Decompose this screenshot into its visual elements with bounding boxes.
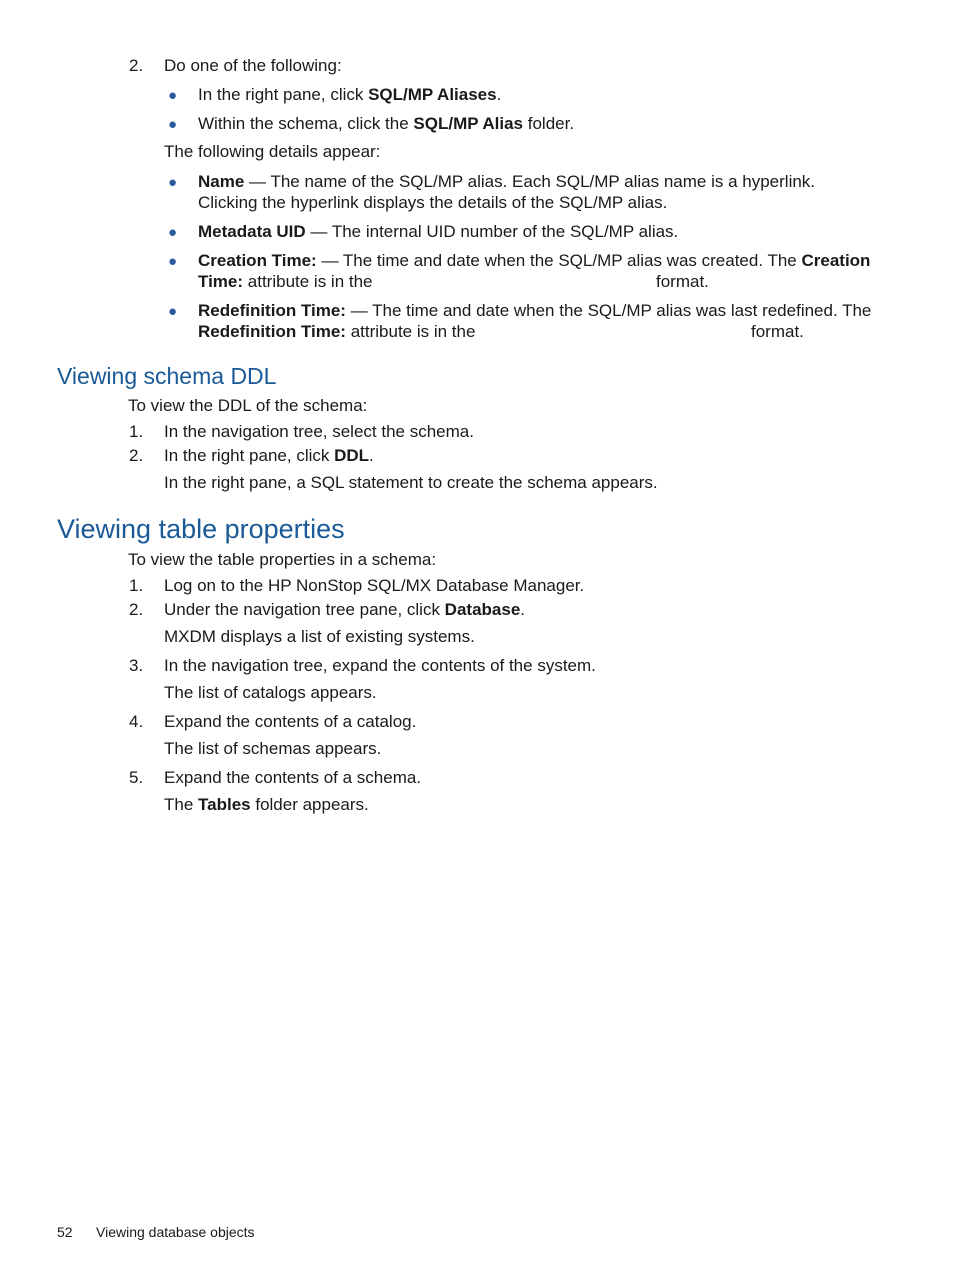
option-item: [198, 113, 574, 134]
step-text: Expand the contents of a schema.: [164, 768, 422, 787]
bullet-icon: ●: [168, 116, 178, 133]
step-result: [164, 794, 369, 815]
option-text: In the right pane, click: [198, 85, 369, 104]
step-number: 1.: [129, 422, 144, 441]
definition: attribute is in the: [243, 272, 373, 291]
step-text-part: .: [369, 446, 374, 465]
definition: — The time and date when the SQL/MP alias was created. The: [316, 251, 802, 270]
section-heading-table-properties: Viewing table properties: [57, 514, 345, 544]
ui-label: SQL/MP Alias: [413, 114, 524, 133]
page-number: 52: [57, 1224, 73, 1240]
step-text: [164, 599, 525, 620]
section-intro: To view the DDL of the schema:: [128, 396, 368, 415]
ui-label: Database: [444, 600, 521, 619]
bullet-icon: ●: [168, 87, 178, 104]
detail-item-name: [198, 171, 815, 192]
step-text-part: .: [520, 600, 526, 619]
step-number: 2.: [129, 600, 144, 619]
step-text: Expand the contents of a catalog.: [164, 712, 417, 731]
step-result: The list of catalogs appears.: [164, 683, 377, 702]
definition-continued: Clicking the hyperlink displays the details of the SQL/MP alias.: [198, 193, 668, 212]
section-intro: To view the table properties in a schema:: [128, 550, 437, 569]
step-text: [164, 445, 374, 466]
definition-continued: [198, 271, 373, 292]
step-result: The list of schemas appears.: [164, 739, 382, 758]
details-intro: The following details appear:: [164, 142, 381, 161]
bullet-icon: ●: [168, 253, 178, 270]
term: Metadata UID: [198, 222, 306, 241]
definition-continued: [198, 321, 475, 342]
term: Name: [198, 172, 245, 191]
bullet-icon: ●: [168, 224, 178, 241]
step-text-part: Under the navigation tree pane, click: [164, 600, 445, 619]
bullet-icon: ●: [168, 303, 178, 320]
ui-label: DDL: [334, 446, 370, 465]
term: Creation Time:: [198, 251, 317, 270]
option-text: Within the schema, click the: [198, 114, 414, 133]
term-inline: Creation: [801, 251, 871, 270]
bullet-icon: ●: [168, 174, 178, 191]
step-number: 1.: [129, 576, 144, 595]
step-result: In the right pane, a SQL statement to create the schema appears.: [164, 473, 658, 492]
definition: attribute is in the: [345, 322, 476, 341]
section-heading-schema-ddl: Viewing schema DDL: [57, 363, 277, 389]
definition: — The internal UID number of the SQL/MP alias.: [305, 222, 679, 241]
detail-item-redefinition-time: [198, 300, 871, 321]
term: Redefinition Time:: [198, 301, 346, 320]
step-text: Log on to the HP NonStop SQL/MX Database Manager.: [164, 576, 585, 595]
step-result-part: The: [164, 795, 199, 814]
step-result: MXDM displays a list of existing systems.: [164, 627, 475, 646]
format-word: format.: [656, 272, 709, 291]
option-item: [198, 84, 501, 105]
step-number: 5.: [129, 768, 144, 787]
detail-item-creation-time: [198, 250, 870, 271]
step-text-part: In the right pane, click: [164, 446, 335, 465]
detail-item-metadata-uid: [198, 221, 678, 242]
step-text: In the navigation tree, expand the contents of the system.: [164, 656, 596, 675]
step-result-part: folder appears.: [250, 795, 369, 814]
step-text: In the navigation tree, select the schema.: [164, 422, 474, 441]
ui-label: SQL/MP Aliases: [368, 85, 497, 104]
format-word: format.: [751, 322, 804, 341]
definition: — The time and date when the SQL/MP alias was last redefined. The: [345, 301, 872, 320]
ui-label: Tables: [198, 795, 251, 814]
step-text: Do one of the following:: [164, 56, 342, 75]
step-number: 2.: [129, 446, 144, 465]
term-inline: Time:: [198, 272, 244, 291]
footer-section-title: Viewing database objects: [96, 1224, 255, 1240]
step-number: 3.: [129, 656, 144, 675]
option-text: folder.: [523, 114, 575, 133]
definition: — The name of the SQL/MP alias. Each SQL/MP alias name is a hyperlink.: [244, 172, 816, 191]
step-number: 2.: [129, 56, 144, 75]
option-text: .: [496, 85, 502, 104]
step-number: 4.: [129, 712, 144, 731]
term-inline: Redefinition Time:: [198, 322, 346, 341]
